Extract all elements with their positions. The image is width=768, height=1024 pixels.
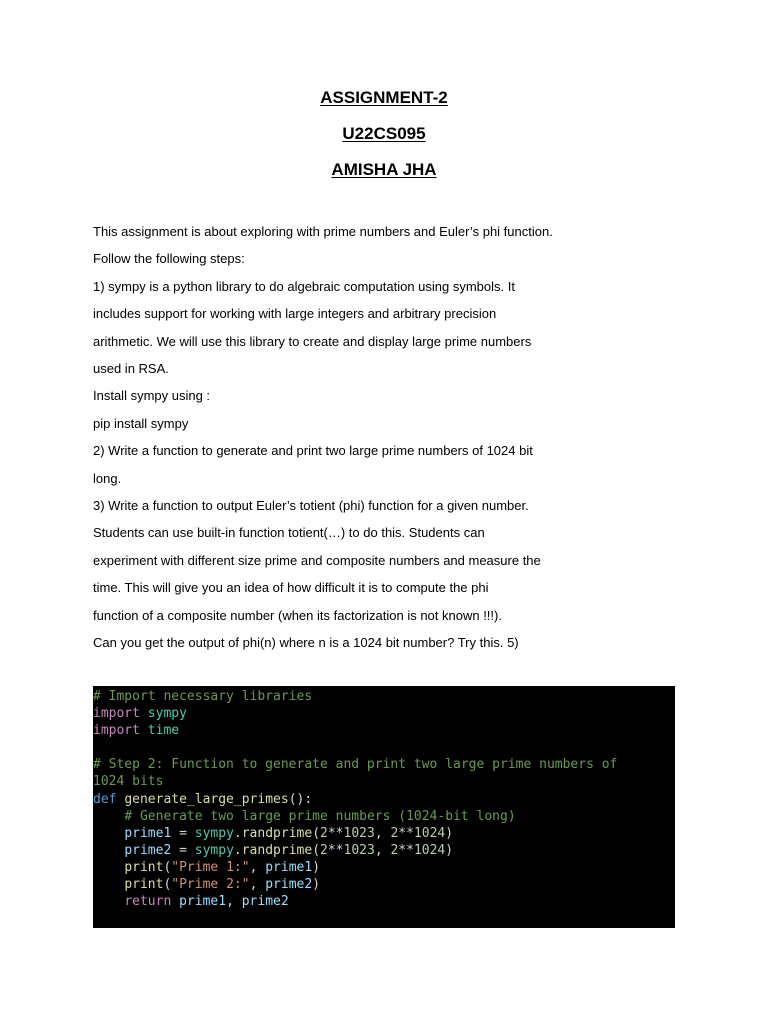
code-line [93,739,675,756]
assignment-instructions [93,218,693,657]
code-token [93,826,124,841]
code-token: ) [312,877,321,893]
code-token [93,877,124,892]
code-token: 2 [320,825,328,841]
code-token: import [93,706,140,722]
code-token: 1024 bits [93,774,164,790]
code-token [93,860,124,875]
body-line: This assignment is about exploring with prime numbers and Euler’s phi function. [93,224,553,239]
code-token: sympy [194,825,234,841]
code-token: sympy [147,706,187,722]
student-name: AMISHA JHA [331,160,437,179]
code-token: prime2 [241,894,289,910]
code-token: print [124,859,164,875]
code-token: print [124,877,164,893]
code-token: time [147,723,180,739]
code-token: , [374,842,391,858]
code-line [93,825,675,842]
body-line: Students can use built-in function totient(…) to do this. Students can [93,525,485,541]
code-token: ( [312,825,321,841]
code-token: prime1 [265,859,313,875]
code-line [93,688,675,705]
body-line: Can you get the output of phi(n) where n is a 1024 bit number? Try this. 5) [93,635,519,651]
code-token: 1023 [343,825,375,841]
body-line: 3) Write a function to output Euler’s totient (phi) function for a given number. [93,498,529,514]
code-token: randprime [241,842,313,858]
body-line: function of a composite number (when its factorization is not known !!!). [93,607,502,623]
code-token: ) [445,825,454,841]
code-token: generate_large_primes [124,791,289,807]
code-token: . [233,825,242,841]
code-token: sympy [194,842,234,858]
code-token: 2 [390,825,399,841]
body-line: arithmetic. We will use this library to create and display large prime numbers [93,333,532,349]
code-token [93,809,124,824]
code-token: "Prime 1:" [171,859,250,875]
code-line [93,791,675,808]
code-line [93,893,675,910]
body-line: includes support for working with large integers and arbitrary precision [93,306,497,322]
code-token: . [233,842,242,858]
code-token: 2 [320,842,328,858]
body-line: Follow the following steps: [93,251,245,267]
code-token: = [171,825,195,841]
body-line: 1) sympy is a python library to do algebraic computation using symbols. It [93,278,515,294]
code-token: prime2 [265,877,313,893]
code-token: # Step 2: Function to generate and print two large prime numbers of [93,757,618,773]
code-token: , [249,859,266,875]
code-token: 2 [390,842,399,858]
code-token: ( [163,877,172,893]
code-token: ( [312,842,321,858]
code-token: 1024 [413,825,446,841]
code-token: , [226,894,242,910]
code-token: "Prime 2:" [171,877,250,893]
code-token: = [171,842,195,858]
code-token: ** [398,842,414,858]
assignment-title: ASSIGNMENT-2 [320,88,448,107]
code-line [93,876,675,893]
code-token: 1024 [413,842,446,858]
code-token: ** [327,842,344,858]
code-token: randprime [241,825,313,841]
code-line [93,722,675,739]
body-line: 2) Write a function to generate and print two large prime numbers of 1024 bit [93,443,533,459]
code-line [93,808,675,825]
code-token: ** [327,825,344,841]
code-line [93,859,675,876]
code-line [93,773,675,790]
body-line: Install sympy using : [93,388,211,404]
code-token: ) [312,859,321,875]
document-header [0,87,768,181]
code-token: # Generate two large prime numbers (1024-bit long) [124,808,516,824]
code-token: ( [163,859,172,875]
code-token: , [249,877,266,893]
code-token [171,894,179,909]
code-token: def [93,791,117,807]
code-token: ) [445,842,454,858]
code-token: return [124,894,172,910]
code-token [93,894,124,909]
code-token: (): [288,791,313,807]
code-token: prime2 [124,842,172,858]
code-token: ** [398,825,414,841]
code-token [140,723,148,738]
code-snippet [93,686,675,928]
code-line [93,705,675,722]
code-token [93,843,124,858]
body-line: long. [93,470,122,486]
code-line [93,842,675,859]
code-token: 1023 [343,842,375,858]
code-token: prime1 [179,894,227,910]
student-id: U22CS095 [342,124,426,143]
code-token: # Import necessary libraries [93,689,313,704]
code-token: , [374,825,391,841]
body-line: used in RSA. [93,361,169,377]
body-line: experiment with different size prime and composite numbers and measure the [93,552,541,568]
body-line: pip install sympy [93,415,189,431]
code-token [140,706,148,721]
code-line [93,756,675,773]
code-token: prime1 [124,825,172,841]
body-line: time. This will give you an idea of how difficult it is to compute the phi [93,580,489,596]
code-token: import [93,723,140,739]
